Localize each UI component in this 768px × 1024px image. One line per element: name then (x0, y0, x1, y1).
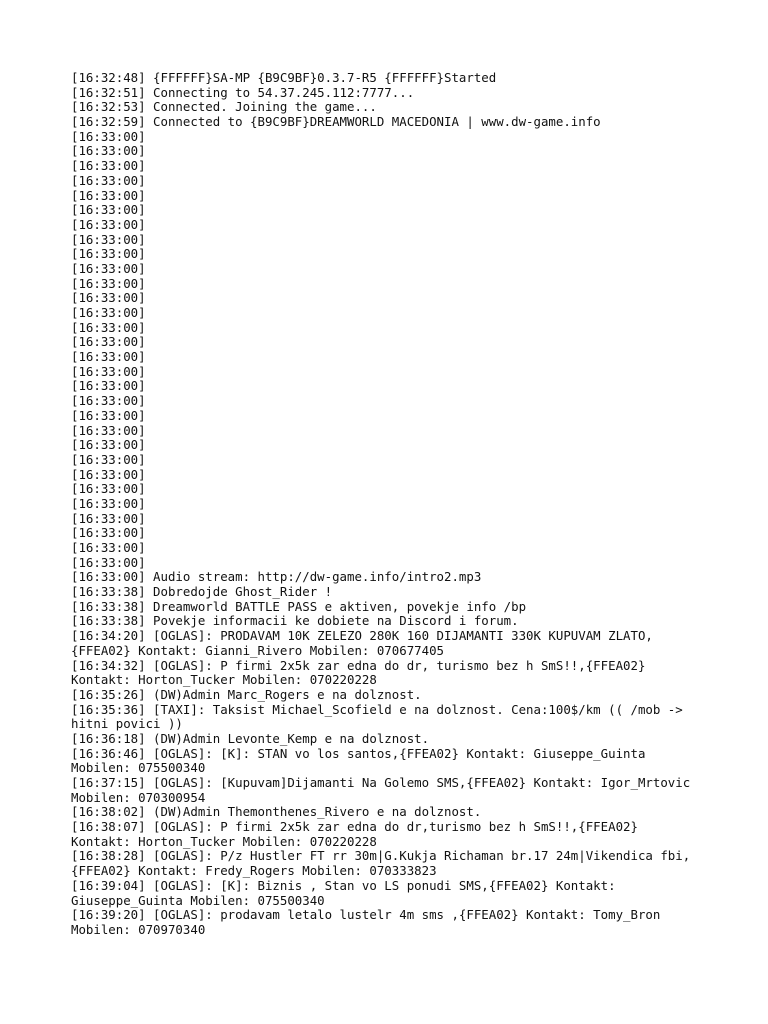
log-line: [16:33:00] (71, 290, 146, 306)
log-line: {FFEA02} Kontakt: Gianni_Rivero Mobilen: 070677405 (71, 642, 444, 658)
log-line: [16:33:00] (71, 525, 146, 541)
chat-log (71, 71, 711, 938)
log-line: [16:39:20] [OGLAS]: prodavam letalo lustelr 4m sms ,{FFEA02} Kontakt: Tomy_Bron (71, 907, 661, 923)
log-line: [16:35:36] [TAXI]: Taksist Michael_Scofield e na dolznost. Cena:100$/km (( /mob -> (71, 701, 683, 717)
log-line: [16:34:20] [OGLAS]: PRODAVAM 10K ZELEZO 280K 160 DIJAMANTI 330K KUPUVAM ZLATO, (71, 628, 653, 644)
log-line: [16:33:38] Dobredojde Ghost_Rider ! (71, 584, 333, 600)
log-line: [16:32:51] Connecting to 54.37.245.112:7777... (71, 84, 415, 100)
log-line: [16:33:00] (71, 510, 146, 526)
log-line: [16:33:00] (71, 231, 146, 247)
log-line: [16:33:38] Dreamworld BATTLE PASS e aktiven, povekje info /bp (71, 598, 527, 614)
log-line: [16:33:00] (71, 187, 146, 203)
log-line: [16:33:00] (71, 216, 146, 232)
log-line: [16:33:00] (71, 481, 146, 497)
log-line: [16:33:00] (71, 378, 146, 394)
log-line: [16:33:00] (71, 246, 146, 262)
log-line: Kontakt: Horton_Tucker Mobilen: 070220228 (71, 672, 377, 688)
log-line: [16:33:00] (71, 202, 146, 218)
log-line: [16:32:53] Connected. Joining the game... (71, 99, 377, 115)
log-line: [16:39:04] [OGLAS]: [K]: Biznis , Stan vo LS ponudi SMS,{FFEA02} Kontakt: (71, 877, 616, 893)
log-line: [16:33:00] (71, 143, 146, 159)
log-line: [16:36:18] (DW)Admin Levonte_Kemp e na dolznost. (71, 730, 430, 746)
log-line: [16:33:00] (71, 451, 146, 467)
log-line: [16:35:26] (DW)Admin Marc_Rogers e na dolznost. (71, 686, 422, 702)
log-line: [16:33:00] (71, 305, 146, 320)
log-line: {FFEA02} Kontakt: Fredy_Rogers Mobilen: 070333823 (71, 863, 437, 879)
log-line: [16:37:15] [OGLAS]: [Kupuvam]Dijamanti Na Golemo SMS,{FFEA02} Kontakt: Igor_Mrtovic (71, 775, 691, 790)
log-line: [16:33:00] (71, 275, 146, 291)
log-line: [16:33:00] (71, 407, 146, 423)
log-line: [16:38:07] [OGLAS]: P firmi 2x5k zar edna do dr,turismo bez h SmS!!,{FFEA02} (71, 819, 638, 835)
log-line: hitni povici )) (71, 716, 183, 732)
log-line: [16:33:00] (71, 158, 146, 174)
log-line: [16:33:00] (71, 422, 146, 438)
log-line: Giuseppe_Guinta Mobilen: 075500340 (71, 892, 325, 908)
log-line: Kontakt: Horton_Tucker Mobilen: 070220228 (71, 833, 377, 849)
log-line: [16:32:48] {FFFFFF}SA-MP {B9C9BF}0.3.7-R5 {FFFFFF}Started (71, 70, 497, 85)
log-line: Mobilen: 070970340 (71, 921, 206, 937)
log-line: [16:33:00] (71, 172, 146, 188)
log-line: [16:33:00] (71, 128, 146, 144)
log-line: [16:38:02] (DW)Admin Themonthenes_Rivero e na dolznost. (71, 804, 482, 820)
log-line: [16:33:00] (71, 437, 146, 453)
log-line: [16:33:00] (71, 393, 146, 409)
log-line: [16:33:00] (71, 334, 146, 350)
log-line: [16:33:00] (71, 260, 146, 276)
log-line: [16:33:00] (71, 349, 146, 365)
log-line: [16:33:00] (71, 554, 146, 570)
log-line: [16:32:59] Connected to {B9C9BF}DREAMWORLD MACEDONIA | www.dw-game.info (71, 114, 601, 130)
log-line: [16:33:00] (71, 495, 146, 511)
log-line: Mobilen: 070300954 (71, 789, 206, 805)
log-line: Mobilen: 075500340 (71, 760, 206, 776)
log-line: [16:33:38] Povekje informacii ke dobiete na Discord i forum. (71, 613, 519, 629)
log-line: [16:34:32] [OGLAS]: P firmi 2x5k zar edna do dr, turismo bez h SmS!!,{FFEA02} (71, 657, 646, 673)
log-line: [16:33:00] (71, 466, 146, 482)
log-line: [16:33:00] (71, 540, 146, 555)
log-line: [16:36:46] [OGLAS]: [K]: STAN vo los santos,{FFEA02} Kontakt: Giuseppe_Guinta (71, 745, 646, 761)
log-line: [16:33:00] (71, 363, 146, 379)
log-line: [16:38:28] [OGLAS]: P/z Hustler FT rr 30m|G.Kukja Richaman br.17 24m|Vikendica fbi, (71, 848, 691, 864)
log-line: [16:33:00] (71, 319, 146, 335)
log-line: [16:33:00] Audio stream: http://dw-game.info/intro2.mp3 (71, 569, 482, 585)
